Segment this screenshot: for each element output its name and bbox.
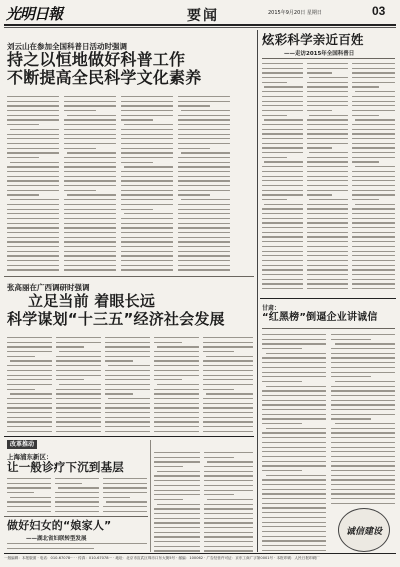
article1-column-1 [7,96,59,271]
integrity-seal-logo [338,508,390,552]
article3-subhead: 上海浦东新区： [7,453,53,461]
article1-headline-line1: 持之以恒地做好科普工作 [7,50,186,69]
article3-column-label: 改革推动 [7,440,37,449]
right-bottom-label: 甘肃： [262,305,281,312]
article2-headline-line1: 立足当前 着眼长远 [28,292,156,310]
right-top-column-1 [262,63,303,293]
article3-column-3 [103,478,147,513]
article2-column-3 [105,337,150,432]
footer-rule [4,553,396,554]
right-column-rule [257,30,258,552]
integrity-seal-text: 诚信建设 [345,526,382,537]
article4-headline: 做好妇女的“娘家人” [7,519,112,532]
page-number: 03 [372,4,386,18]
article2-kicker: 张高丽在广西调研时强调 [7,283,90,292]
header-rule [4,24,396,26]
right-bottom-byline-rule [262,328,395,329]
article1-kicker: 刘云山在参加全国科普日活动时强调 [7,42,127,51]
right-bottom-headline: “红黑榜”倒逼企业讲诚信 [262,312,378,323]
article2-column-1 [7,337,52,432]
article1-divider [4,276,254,277]
right-top-subhead: ——走访2015年全国科普日 [284,51,355,57]
right-divider [260,298,396,299]
footer-text: 一版编辑：本报版面 · 电话：010-67078···· · 传真：010-67078··· · 地址：北京市宣武区珠市口东大街5号 · 邮编：100062 · 广告经营许可证：京东工商广字第0001号 · 本报印刷：人民日报印刷厂 [4,556,320,560]
article2-column-4 [154,337,199,432]
article4-text [7,543,147,553]
right-top-headline: 炫彩科学亲近百姓 [262,32,364,47]
right-top-column-3 [352,63,395,293]
article3-column-5 [204,452,253,552]
article1-column-3 [121,96,173,271]
article3-column-rule [150,440,151,552]
issue-date: 2015年9月20日 星期日 [268,10,322,16]
article1-column-4 [178,96,230,271]
article2-column-2 [56,337,101,432]
article2-column-5 [203,337,253,432]
article3-column-1 [7,478,51,513]
article1-column-2 [64,96,116,271]
article2-headline-line2: 科学谋划“十三五”经济社会发展 [7,310,225,328]
article4-divider [4,516,148,517]
article3-column-2 [55,478,99,513]
article1-headline-line2: 不断提高全民科学文化素养 [7,68,202,87]
right-bottom-column-2 [331,334,395,504]
right-bottom-column-1 [262,334,326,552]
masthead-logo: 光明日報 [6,5,63,23]
right-top-byline-rule [262,58,395,59]
article3-column-4 [154,452,200,552]
section-title: 要闻 [187,8,219,24]
article2-divider [4,436,254,437]
right-top-column-2 [307,63,348,293]
article3-headline: 让一般诊疗下沉到基层 [7,460,124,474]
article4-subhead: ——湖北省妇联转型发展 [26,536,87,542]
header-rule-thin [4,27,396,28]
